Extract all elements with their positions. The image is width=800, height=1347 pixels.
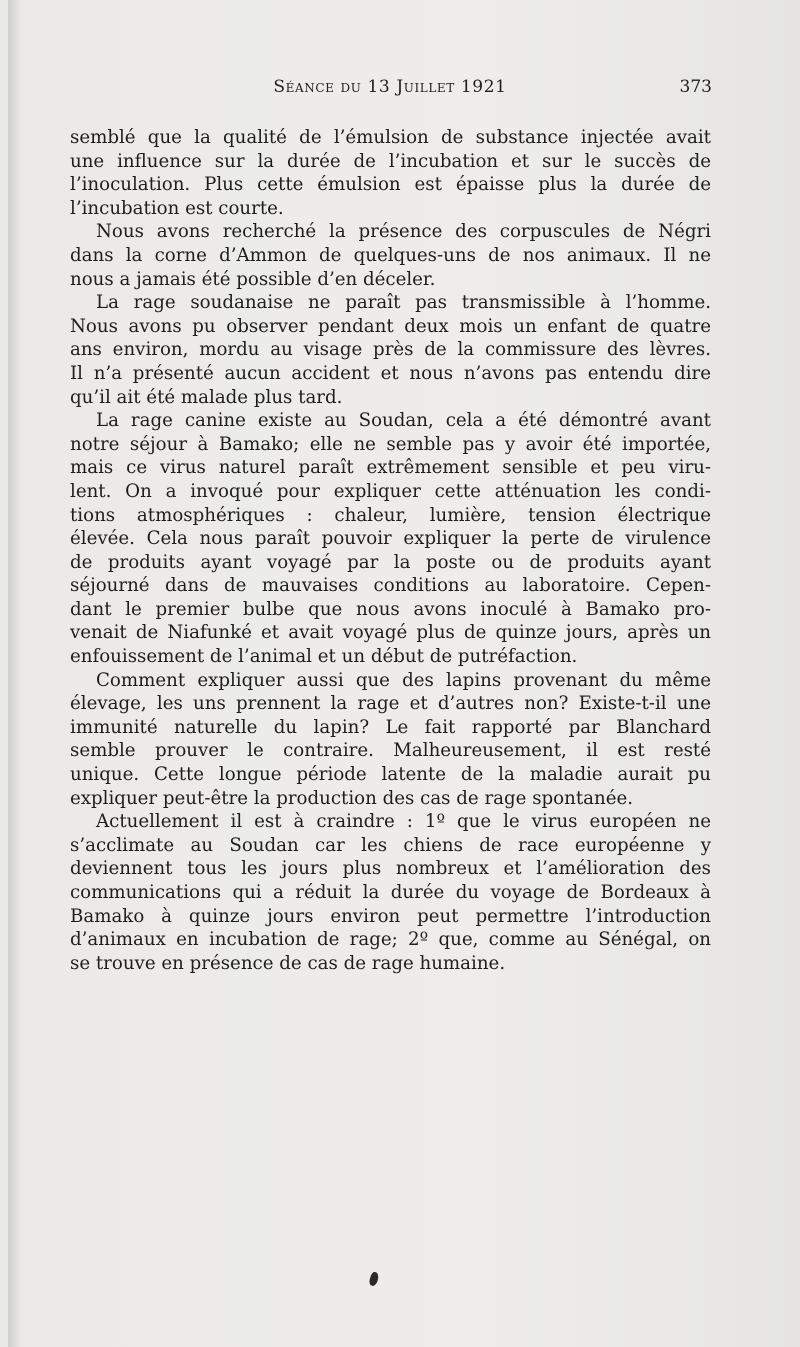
- paragraph: [70, 291, 711, 409]
- text-line: une influence sur la durée de l’incubation et sur le succès de: [70, 150, 711, 172]
- text-line: ans environ, mordu au visage près de la commissure des lèvres.: [70, 339, 711, 361]
- paragraph: [70, 409, 711, 669]
- text-line: de produits ayant voyagé par la poste ou de produits ayant: [70, 551, 711, 573]
- text-line: élevée. Cela nous paraît pouvoir expliquer la perte de virulence: [70, 528, 711, 550]
- text-line: Bamako à quinze jours environ peut permettre l’introduction: [70, 905, 711, 927]
- text-line: dans la corne d’Ammon de quelques-uns de nos animaux. Il ne: [70, 244, 711, 266]
- text-line: enfouissement de l’animal et un début de putréfaction.: [70, 646, 578, 668]
- text-line: d’animaux en incubation de rage; 2º que, comme au Sénégal, on: [70, 929, 711, 951]
- book-page: [8, 0, 800, 1347]
- page-number: 373: [679, 77, 712, 97]
- text-line: communications qui a réduit la durée du voyage de Bordeaux à: [70, 882, 711, 903]
- text-line: l’inoculation. Plus cette émulsion est épaisse plus la durée de: [70, 174, 711, 196]
- paragraph: [70, 810, 711, 975]
- text-line: Nous avons recherché la présence des corpuscules de Négri: [96, 221, 711, 243]
- paragraph: [70, 669, 711, 811]
- paragraph: [70, 126, 711, 220]
- text-line: lent. On a invoqué pour expliquer cette atténuation les condi-: [70, 480, 711, 502]
- text-line: semblé que la qualité de l’émulsion de substance injectée avait: [70, 127, 711, 148]
- text-line: deviennent tous les jours plus nombreux et l’amélioration des: [70, 858, 711, 880]
- text-line: nous a jamais été possible d’en déceler.: [70, 268, 436, 290]
- text-line: l’incubation est courte.: [70, 197, 284, 219]
- text-line: La rage canine existe au Soudan, cela a été démontré avant: [96, 410, 711, 432]
- text-line: Actuellement il est à craindre : 1º que le virus européen ne: [96, 811, 711, 833]
- running-title: Séance du 13 Juillet 1921: [273, 77, 507, 97]
- text-line: notre séjour à Bamako; elle ne semble pas y avoir été importée,: [70, 433, 711, 455]
- text-line: expliquer peut-être la production des cas de rage spontanée.: [70, 787, 634, 809]
- text-line: Il n’a présenté aucun accident et nous n’avons pas entendu dire: [70, 362, 711, 384]
- text-line: qu’il ait été malade plus tard.: [70, 386, 343, 408]
- text-line: Nous avons pu observer pendant deux mois un enfant de quatre: [70, 315, 711, 337]
- text-line: séjourné dans de mauvaises conditions au laboratoire. Cepen-: [70, 575, 711, 597]
- text-line: venait de Niafunké et avait voyagé plus de quinze jours, après un: [70, 622, 711, 644]
- text-line: se trouve en présence de cas de rage humaine.: [70, 952, 506, 974]
- text-line: mais ce virus naturel paraît extrêmement sensible et peu viru-: [70, 457, 711, 479]
- text-line: tions atmosphériques : chaleur, lumière, tension électrique: [70, 504, 711, 526]
- page-header: [70, 77, 710, 103]
- ink-blot: [368, 1271, 380, 1287]
- text-line: élevage, les uns prennent la rage et d’autres non? Existe-t-il une: [70, 693, 711, 715]
- text-line: La rage soudanaise ne paraît pas transmissible à l’homme.: [96, 292, 711, 314]
- text-line: unique. Cette longue période latente de la maladie aurait pu: [70, 764, 711, 786]
- body-text: [70, 126, 711, 975]
- text-line: Comment expliquer aussi que des lapins provenant du même: [96, 669, 711, 691]
- text-line: dant le premier bulbe que nous avons inoculé à Bamako pro-: [70, 598, 711, 620]
- paragraph: [70, 220, 711, 291]
- text-line: s’acclimate au Soudan car les chiens de race européenne y: [70, 834, 711, 856]
- text-line: immunité naturelle du lapin? Le fait rapporté par Blanchard: [70, 716, 711, 738]
- text-line: semble prouver le contraire. Malheureusement, il est resté: [70, 740, 711, 762]
